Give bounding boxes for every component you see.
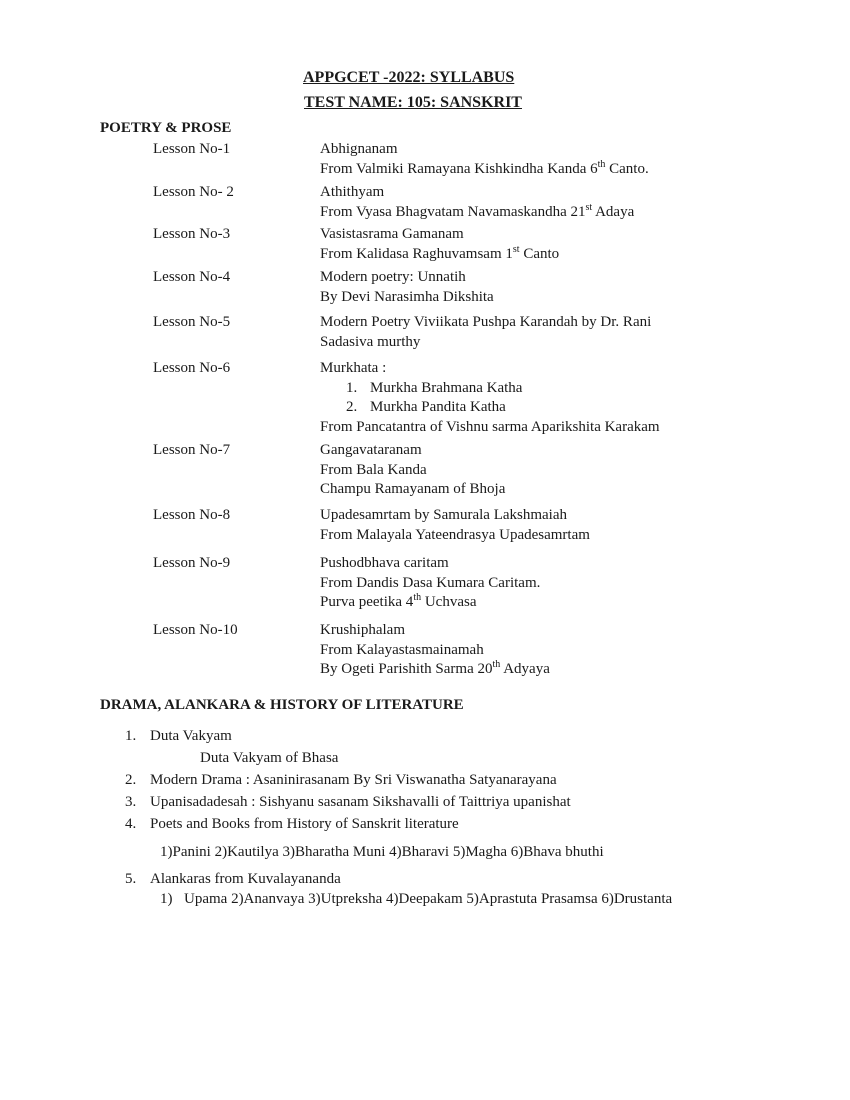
superscript: th: [492, 659, 501, 670]
superscript: th: [597, 158, 606, 170]
lesson-text: Abhignanam: [320, 141, 398, 157]
list-item-subtext: Upama 2)Ananvaya 3)Utpreksha 4)Deepakam 5)Aprastuta Prasamsa 6)Drustanta: [184, 891, 673, 907]
lesson-text: Upadesamrtam by Samurala Lakshmaiah: [320, 507, 568, 523]
lesson-text: Champu Ramayanam of Bhoja: [320, 481, 506, 497]
lesson-text: Gangavataranam: [320, 442, 422, 458]
list-item-text: Alankaras from Kuvalayananda: [150, 871, 341, 887]
lesson-text: Murkhata :: [320, 360, 387, 376]
list-number: 1.: [125, 728, 137, 744]
lesson-text: Sadasiva murthy: [320, 333, 421, 350]
lesson-text: Athithyam: [320, 184, 385, 200]
lesson-text: By Ogeti Parishith Sarma 20th Adyaya: [320, 659, 550, 677]
lesson-text: By Devi Narasimha Dikshita: [320, 288, 494, 305]
list-number: 2.: [346, 399, 358, 415]
list-item-text: Poets and Books from History of Sanskrit literature: [150, 816, 459, 832]
list-number: 5.: [125, 871, 137, 887]
lesson-text: From Dandis Dasa Kumara Caritam.: [320, 574, 541, 591]
lesson-text: Pushodbhava caritam: [320, 555, 449, 571]
lesson-text: Purva peetika 4th Uchvasa: [320, 592, 477, 610]
lesson-text: From Vyasa Bhagvatam Navamaskandha 21st Adaya: [320, 201, 635, 220]
lesson-label: Lesson No-5: [153, 314, 231, 330]
section-heading-drama-alankara: DRAMA, ALANKARA & HISTORY OF LITERATURE: [100, 697, 464, 713]
lesson-text: From Valmiki Ramayana Kishkindha Kanda 6th Canto.: [320, 158, 649, 177]
lesson-label: Lesson No-1: [153, 141, 231, 157]
section-heading-poetry-prose: POETRY & PROSE: [100, 120, 232, 136]
superscript: st: [512, 243, 520, 255]
sublist-number: 1): [160, 891, 173, 907]
lesson-text: Modern poetry: Unnatih: [320, 269, 466, 285]
lesson-text: Modern Poetry Viviikata Pushpa Karandah by Dr. Rani: [320, 314, 652, 330]
list-number: 4.: [125, 816, 137, 832]
list-item-subtext: Duta Vakyam of Bhasa: [200, 750, 339, 766]
list-item-text: Modern Drama : Asaninirasanam By Sri Viswanatha Satyanarayana: [150, 772, 557, 788]
list-item-text: Duta Vakyam: [150, 728, 232, 744]
list-number: 1.: [346, 379, 358, 396]
lesson-text: From Kalayastasmainamah: [320, 641, 484, 658]
lesson-text: From Kalidasa Raghuvamsam 1st Canto: [320, 243, 560, 262]
list-item-subtext: 1)Panini 2)Kautilya 3)Bharatha Muni 4)Bharavi 5)Magha 6)Bhava bhuthi: [160, 844, 604, 860]
lesson-label: Lesson No-6: [153, 360, 231, 376]
list-item-text: Upanisadadesah : Sishyanu sasanam Sikshavalli of Taittriya upanishat: [150, 794, 571, 810]
lesson-label: Lesson No-8: [153, 507, 231, 523]
lesson-text: Krushiphalam: [320, 622, 405, 638]
document-title: APPGCET -2022: SYLLABUS: [303, 69, 515, 86]
lesson-label: Lesson No-4: [153, 269, 231, 285]
lesson-text: From Malayala Yateendrasya Upadesamrtam: [320, 526, 590, 543]
list-number: 3.: [125, 794, 137, 810]
lesson-text: From Bala Kanda: [320, 461, 427, 478]
lesson-label: Lesson No-9: [153, 555, 231, 571]
list-number: 2.: [125, 772, 137, 788]
test-name-title: TEST NAME: 105: SANSKRIT: [304, 94, 522, 111]
lesson-subitem: Murkha Brahmana Katha: [370, 379, 523, 396]
lesson-text: Vasistasrama Gamanam: [320, 226, 464, 242]
lesson-label: Lesson No-3: [153, 226, 231, 242]
superscript: th: [413, 592, 422, 603]
lesson-label: Lesson No- 2: [153, 184, 234, 200]
superscript: st: [585, 201, 593, 213]
lesson-label: Lesson No-7: [153, 442, 231, 458]
lesson-label: Lesson No-10: [153, 622, 238, 638]
lesson-subitem: Murkha Pandita Katha: [370, 399, 506, 415]
lesson-text: From Pancatantra of Vishnu sarma Aparikshita Karakam: [320, 418, 660, 435]
